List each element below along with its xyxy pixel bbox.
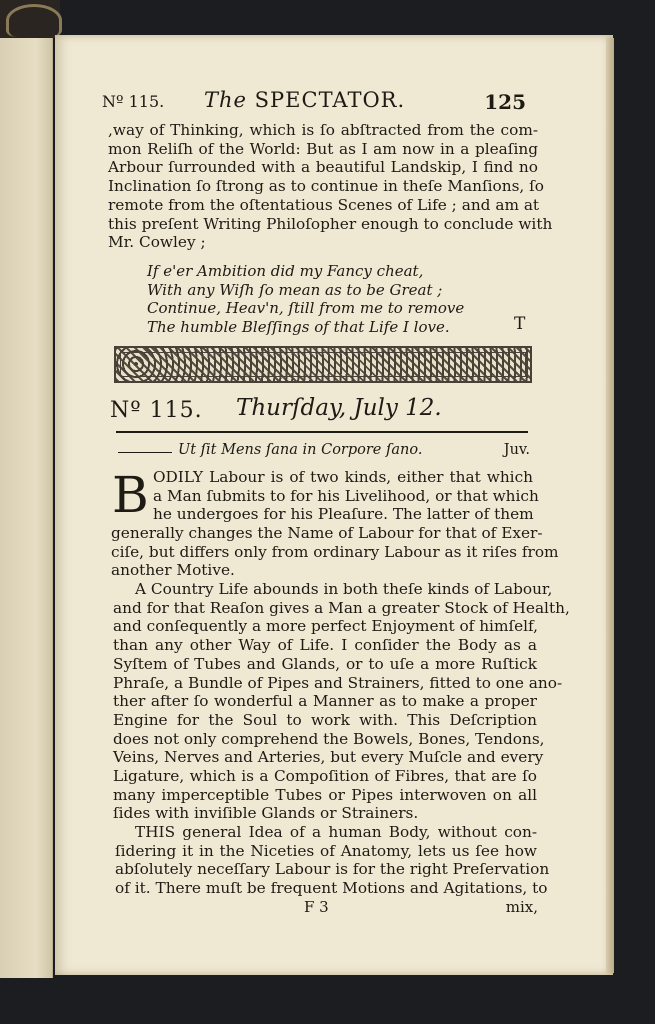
text-line: Inclination ſo ſtrong as to continue in theſe Manſions, ſo: [108, 177, 545, 196]
text-line: Ligature, which is a Compoſition of Fibres, that are ſo: [113, 767, 537, 786]
running-head: [102, 88, 526, 114]
book-binding: [0, 0, 60, 38]
text-line: Syſtem of Tubes and Glands, or to uſe a more Ruſtick: [113, 654, 537, 673]
ornament-frame: [120, 352, 526, 377]
decorative-ornament-band: [114, 346, 532, 383]
text-line: Veins, Nerves and Arteries, but every Muſcle and every: [113, 748, 544, 767]
text-line: he undergoes for his Pleaſure. The latter of them: [153, 505, 534, 524]
issue-date: Thurſday, July 12.: [236, 395, 442, 421]
verse-line: If e'er Ambition did my Fancy cheat,: [147, 262, 424, 280]
text-line: does not only comprehend the Bowels, Bones, Tendons,: [113, 729, 545, 748]
verse-line: The humble Bleſſings of that Life I love.: [147, 317, 450, 336]
text-line: a Man ſubmits to for his Livelihood, or that which: [153, 486, 539, 505]
text-line: Arbour ſurrounded with a beautiful Landskip, I find no: [108, 158, 538, 177]
running-head-number: Nº 115.: [102, 92, 165, 111]
signature-mark: F 3: [304, 898, 329, 916]
text-line: ciſe, but differs only from ordinary Labour as it riſes from: [111, 542, 559, 561]
text-line: ODILY Labour is of two kinds, either that which: [153, 468, 533, 486]
motto-dash: [118, 452, 172, 453]
first-paragraph-indented: [153, 468, 539, 524]
page-number: 125: [484, 90, 526, 114]
text-line: Phraſe, a Bundle of Pipes and Strainers, fitted to one ano-: [113, 673, 563, 692]
running-head-title: [204, 88, 405, 112]
text-line: A Country Life abounds in both theſe kinds of Labour,: [135, 580, 553, 598]
text-line: Engine for the Soul to work with. This Deſcription: [113, 710, 537, 729]
motto: [118, 442, 530, 462]
page-fore-edge: [606, 38, 614, 973]
drop-cap: B: [112, 466, 149, 524]
catchword: mix,: [505, 898, 538, 916]
text-line: many imperceptible Tubes or Pipes interwoven on all: [113, 785, 537, 804]
text-line: ſidering it in the Niceties of Anatomy, lets us ſee how: [115, 841, 537, 860]
text-line: and for that Reaſon gives a Man a greater Stock of Health,: [113, 598, 570, 617]
text-line: ſides with inviſible Glands or Strainers.: [113, 804, 419, 823]
text-line: abſolutely neceſſary Labour is for the right Preſervation: [115, 860, 550, 879]
heading-rule: [116, 431, 528, 433]
text-line: than any other Way of Life. I conſider the Body as a: [113, 636, 537, 655]
running-head-title-rest: SPECTATOR.: [254, 88, 406, 112]
second-paragraph: [113, 580, 570, 823]
text-line: mon Reliſh of the World: But as I am now in a pleaſing: [108, 139, 538, 158]
verse-signature-letter: T: [514, 314, 526, 334]
third-paragraph: [115, 823, 550, 898]
verse-quotation: [147, 262, 537, 336]
page-footer: [108, 898, 538, 918]
binding-cord: [6, 4, 62, 37]
text-line: ther after ſo wonderful a Manner as to make a proper: [113, 692, 537, 711]
running-head-title-the: The: [204, 88, 247, 112]
text-line: ,way of Thinking, which is ſo abſtracted from the com-: [108, 121, 538, 139]
left-page-edge: [0, 38, 53, 978]
text-line: generally changes the Name of Labour for that of Exer-: [111, 524, 543, 542]
text-line: another Motive.: [111, 561, 235, 580]
text-line: remote from the oſtentatious Scenes of Life ; and am at: [108, 195, 540, 214]
first-paragraph-rest: [111, 524, 559, 580]
issue-number: Nº 115.: [110, 398, 203, 423]
continued-paragraph: [108, 121, 553, 252]
motto-text: Ut ſit Mens ſana in Corpore ſano.: [178, 442, 423, 458]
text-line: this preſent Writing Philoſopher enough to conclude with: [108, 214, 553, 233]
text-line: Mr. Cowley ;: [108, 233, 206, 252]
text-line: and conſequently a more perfect Enjoyment of himſelf,: [113, 617, 539, 636]
issue-heading: [110, 395, 530, 427]
motto-author: Juv.: [503, 442, 530, 458]
verse-line: With any Wiſh ſo mean as to be Great ;: [147, 280, 443, 299]
verse-line: Continue, Heav'n, ſtill from me to remove: [147, 299, 465, 317]
text-line: of it. There muſt be frequent Motions and Agitations, to: [115, 879, 548, 898]
text-line: THIS general Idea of a human Body, without con-: [135, 823, 537, 841]
